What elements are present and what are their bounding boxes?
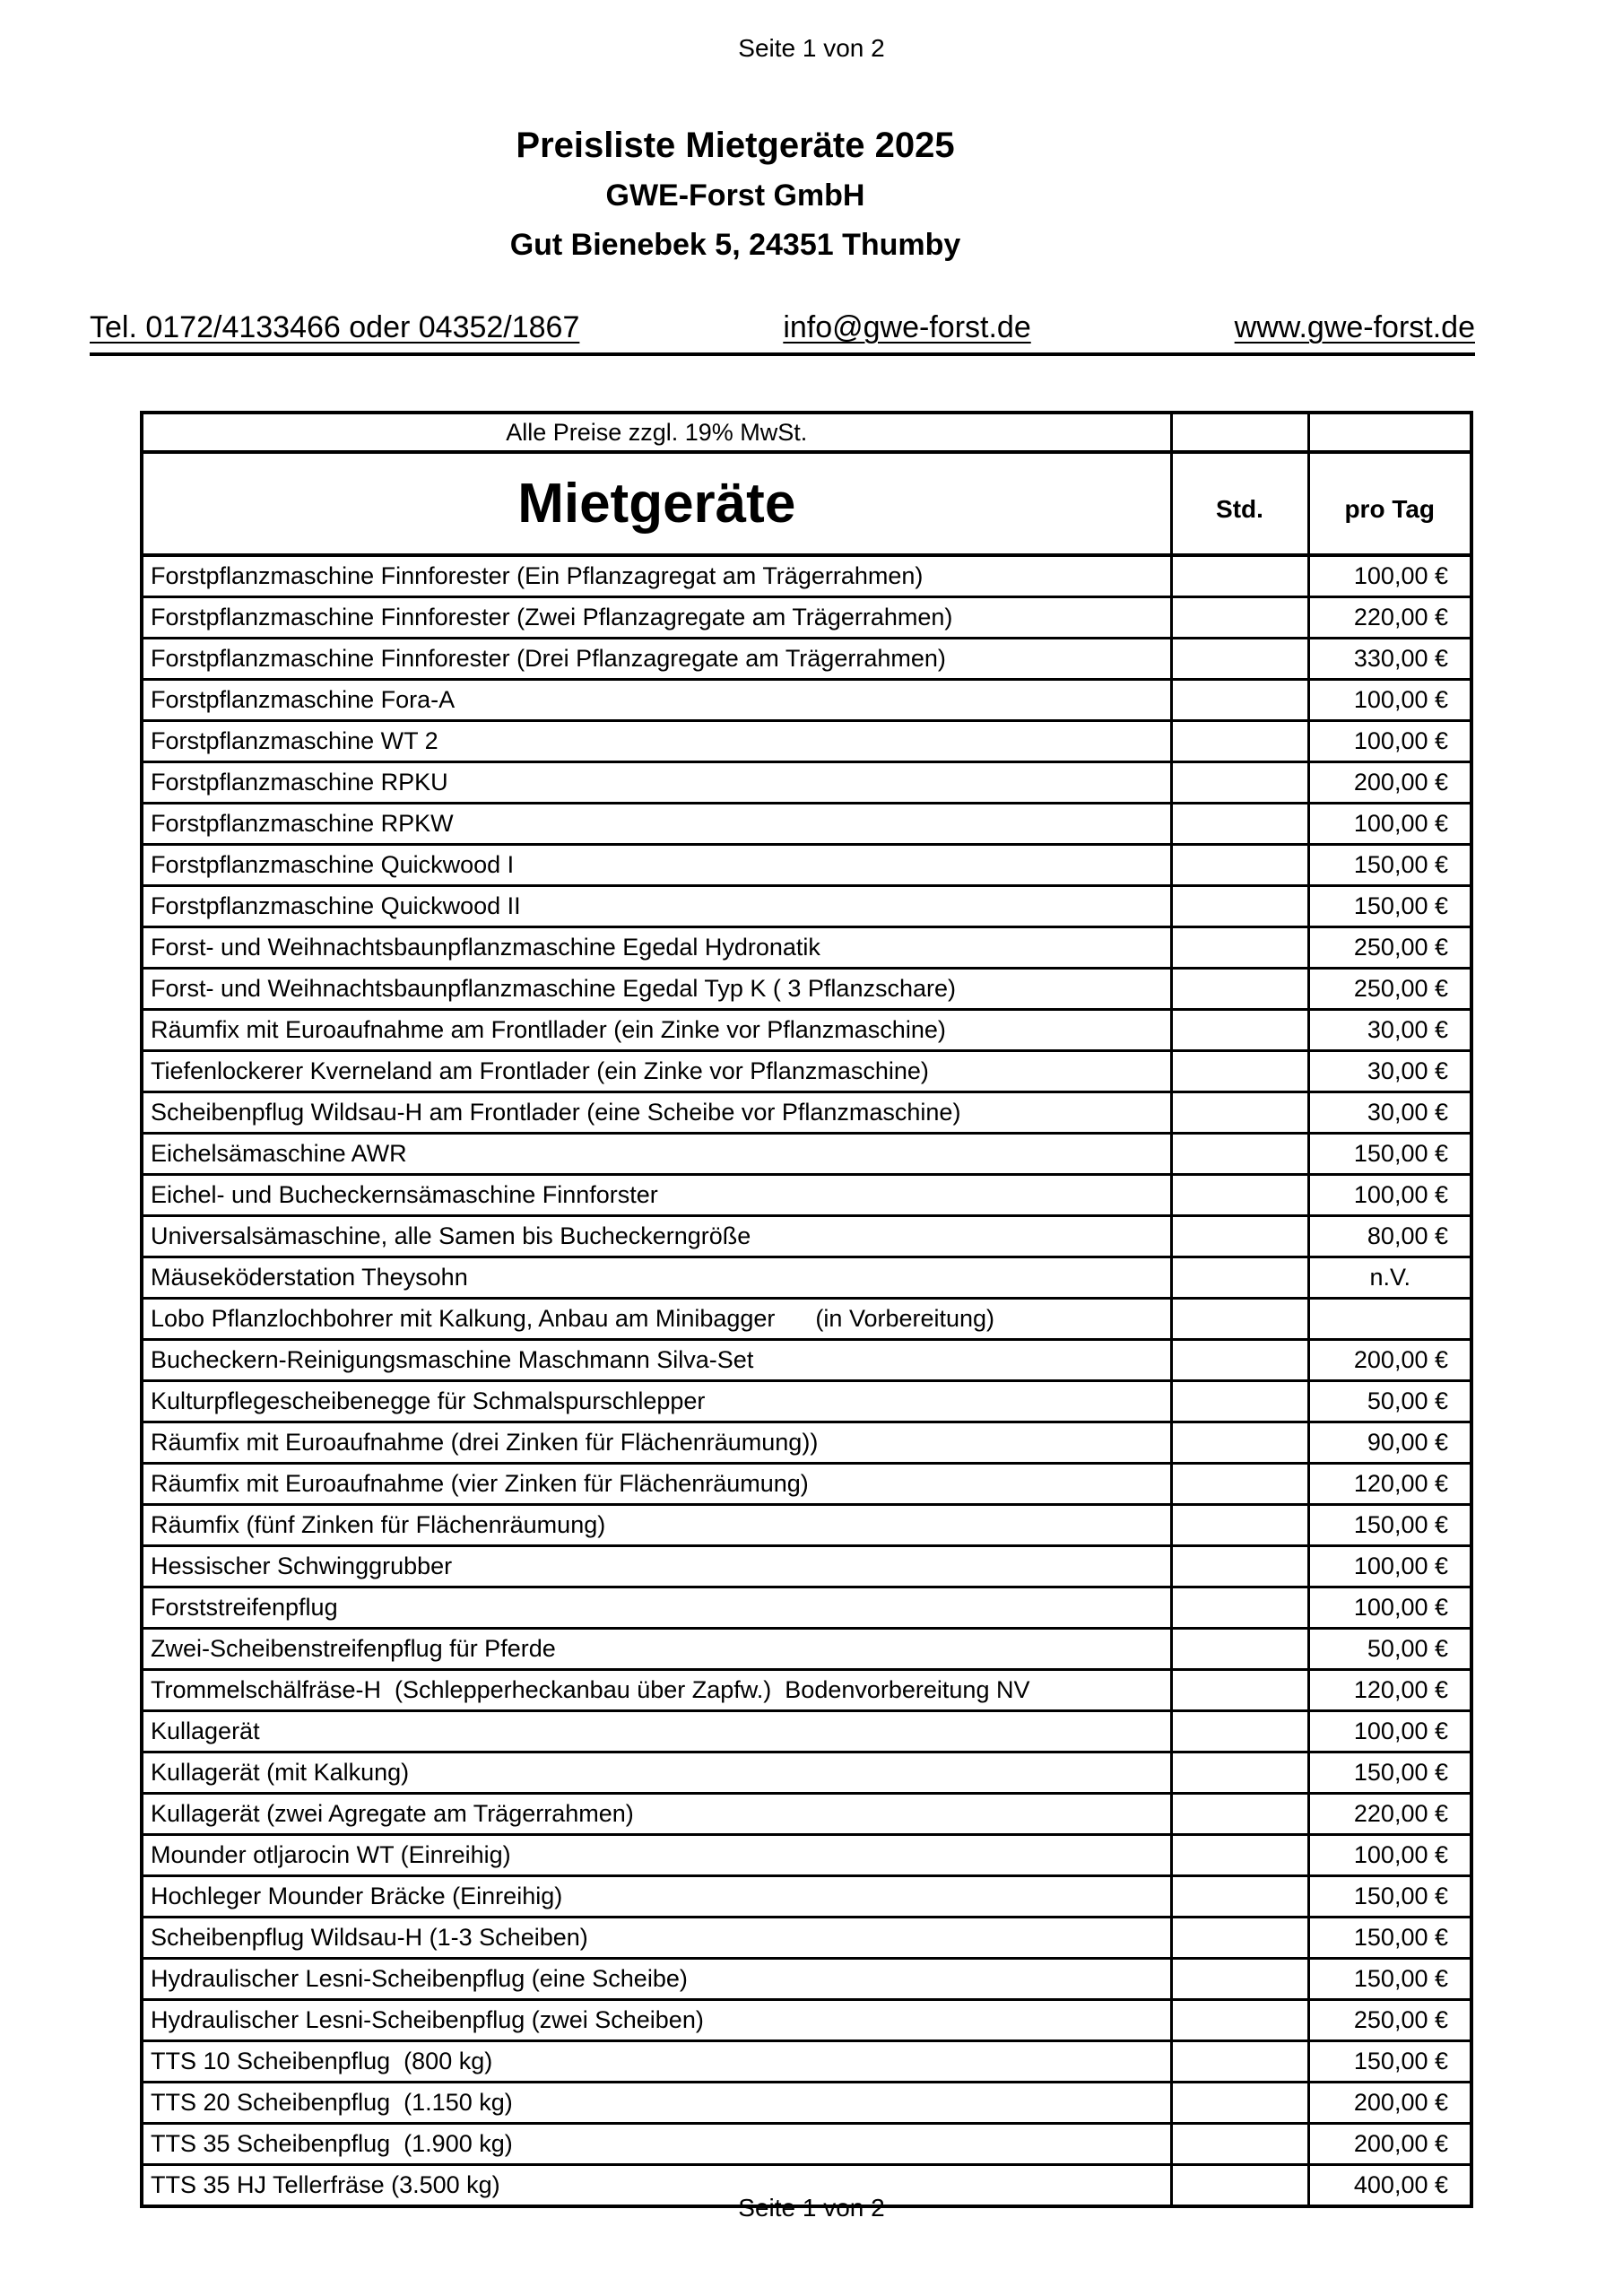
table-row: [142, 597, 1471, 639]
equipment-name-cell: TTS 20 Scheibenpflug (1.150 kg): [142, 2083, 1171, 2124]
std-price-cell: [1171, 597, 1308, 639]
std-price-cell: [1171, 2083, 1308, 2124]
price-per-day-cell: 150,00 €: [1308, 886, 1471, 927]
price-per-day-cell: 90,00 €: [1308, 1422, 1471, 1464]
price-per-day-cell: 150,00 €: [1308, 1505, 1471, 1546]
equipment-name-cell: Scheibenpflug Wildsau-H (1-3 Scheiben): [142, 1918, 1171, 1959]
std-price-cell: [1171, 1959, 1308, 2000]
table-row: [142, 1340, 1471, 1381]
std-price-cell: [1171, 762, 1308, 804]
table-row: [142, 2124, 1471, 2165]
price-per-day-cell: 150,00 €: [1308, 1959, 1471, 2000]
equipment-name-cell: Universalsämaschine, alle Samen bis Bucheckerngröße: [142, 1216, 1171, 1257]
equipment-name-cell: Forstpflanzmaschine Fora-A: [142, 680, 1171, 721]
document-header: [0, 127, 1471, 263]
website-link[interactable]: www.gwe-forst.de: [1234, 310, 1475, 344]
table-row: [142, 1257, 1471, 1299]
std-price-cell: [1171, 1216, 1308, 1257]
equipment-name-cell: Forstpflanzmaschine RPKU: [142, 762, 1171, 804]
table-row: [142, 804, 1471, 845]
equipment-name-cell: Kullagerät: [142, 1711, 1171, 1752]
std-price-cell: [1171, 1299, 1308, 1340]
std-price-cell: [1171, 1422, 1308, 1464]
price-per-day-cell: 80,00 €: [1308, 1216, 1471, 1257]
std-price-cell: [1171, 2041, 1308, 2083]
table-row: [142, 2041, 1471, 2083]
price-per-day-cell: 120,00 €: [1308, 1670, 1471, 1711]
table-row: [142, 1010, 1471, 1051]
equipment-name-cell: Mäuseköderstation Theysohn: [142, 1257, 1171, 1299]
equipment-name-cell: Räumfix mit Euroaufnahme (drei Zinken für Flächenräumung)): [142, 1422, 1171, 1464]
std-price-cell: [1171, 555, 1308, 597]
std-price-cell: [1171, 1381, 1308, 1422]
std-price-cell: [1171, 2000, 1308, 2041]
std-price-cell: [1171, 2124, 1308, 2165]
price-per-day-cell: 50,00 €: [1308, 1381, 1471, 1422]
price-per-day-cell: 250,00 €: [1308, 969, 1471, 1010]
equipment-name-cell: Räumfix mit Euroaufnahme am Frontllader (ein Zinke vor Pflanzmaschine): [142, 1010, 1171, 1051]
price-per-day-cell: 330,00 €: [1308, 639, 1471, 680]
table-title: Mietgeräte: [142, 452, 1171, 555]
table-row: [142, 1587, 1471, 1629]
equipment-name-cell: Forstpflanzmaschine Finnforester (Drei Pflanzagregate am Trägerrahmen): [142, 639, 1171, 680]
std-price-cell: [1171, 1794, 1308, 1835]
std-price-cell: [1171, 1051, 1308, 1092]
std-price-cell: [1171, 1546, 1308, 1587]
price-per-day-cell: 200,00 €: [1308, 1340, 1471, 1381]
equipment-name-cell: Forstpflanzmaschine WT 2: [142, 721, 1171, 762]
equipment-name-cell: Bucheckern-Reinigungsmaschine Maschmann Silva-Set: [142, 1340, 1171, 1381]
vat-note: Alle Preise zzgl. 19% MwSt.: [142, 413, 1171, 452]
price-per-day-cell: 150,00 €: [1308, 2041, 1471, 2083]
price-per-day-cell: 120,00 €: [1308, 1464, 1471, 1505]
std-price-cell: [1171, 1752, 1308, 1794]
std-price-cell: [1171, 886, 1308, 927]
table-row: [142, 1629, 1471, 1670]
price-per-day-cell: 200,00 €: [1308, 762, 1471, 804]
equipment-name-cell: Zwei-Scheibenstreifenpflug für Pferde: [142, 1629, 1171, 1670]
table-row: [142, 555, 1471, 597]
equipment-name-cell: Eichelsämaschine AWR: [142, 1134, 1171, 1175]
equipment-name-cell: Hydraulischer Lesni-Scheibenpflug (zwei Scheiben): [142, 2000, 1171, 2041]
table-row: [142, 680, 1471, 721]
table-row: [142, 1505, 1471, 1546]
table-row: [142, 1051, 1471, 1092]
equipment-name-cell: Räumfix (fünf Zinken für Flächenräumung): [142, 1505, 1171, 1546]
price-table: [140, 411, 1473, 2208]
price-per-day-cell: 150,00 €: [1308, 845, 1471, 886]
std-price-cell: [1171, 1835, 1308, 1876]
email-link[interactable]: info@gwe-forst.de: [783, 310, 1031, 344]
table-row: [142, 1175, 1471, 1216]
price-per-day-cell: 30,00 €: [1308, 1092, 1471, 1134]
std-price-cell: [1171, 927, 1308, 969]
table-row: [142, 1216, 1471, 1257]
equipment-name-cell: Trommelschälfräse-H (Schlepperheckanbau über Zapfw.) Bodenvorbereitung NV: [142, 1670, 1171, 1711]
std-price-cell: [1171, 639, 1308, 680]
table-row: [142, 2083, 1471, 2124]
vat-note-row: [142, 413, 1471, 452]
std-price-cell: [1171, 680, 1308, 721]
price-per-day-cell: 100,00 €: [1308, 721, 1471, 762]
equipment-name-cell: Forst- und Weihnachtsbaunpflanzmaschine Egedal Typ K ( 3 Pflanzschare): [142, 969, 1171, 1010]
std-price-cell: [1171, 1918, 1308, 1959]
table-row: [142, 1546, 1471, 1587]
equipment-name-cell: Hessischer Schwinggrubber: [142, 1546, 1171, 1587]
price-per-day-cell: 150,00 €: [1308, 1134, 1471, 1175]
equipment-name-cell: Forstpflanzmaschine Finnforester (Zwei Pflanzagregate am Trägerrahmen): [142, 597, 1171, 639]
price-per-day-cell: 150,00 €: [1308, 1752, 1471, 1794]
table-row: [142, 639, 1471, 680]
price-per-day-cell: 250,00 €: [1308, 2000, 1471, 2041]
std-price-cell: [1171, 1587, 1308, 1629]
price-per-day-cell: [1308, 1299, 1471, 1340]
table-row: [142, 969, 1471, 1010]
std-price-cell: [1171, 1340, 1308, 1381]
table-row: [142, 762, 1471, 804]
price-per-day-cell: 220,00 €: [1308, 597, 1471, 639]
table-row: [142, 927, 1471, 969]
equipment-name-cell: TTS 35 Scheibenpflug (1.900 kg): [142, 2124, 1171, 2165]
std-price-cell: [1171, 1175, 1308, 1216]
equipment-name-cell: Eichel- und Bucheckernsämaschine Finnforster: [142, 1175, 1171, 1216]
std-price-cell: [1171, 1629, 1308, 1670]
equipment-name-cell: Hydraulischer Lesni-Scheibenpflug (eine Scheibe): [142, 1959, 1171, 2000]
equipment-name-cell: TTS 10 Scheibenpflug (800 kg): [142, 2041, 1171, 2083]
table-row: [142, 1464, 1471, 1505]
equipment-name-cell: Scheibenpflug Wildsau-H am Frontlader (eine Scheibe vor Pflanzmaschine): [142, 1092, 1171, 1134]
price-per-day-cell: 400,00 €: [1308, 2165, 1471, 2207]
std-price-cell: [1171, 1134, 1308, 1175]
table-row: [142, 1959, 1471, 2000]
equipment-name-cell: Forstpflanzmaschine RPKW: [142, 804, 1171, 845]
price-per-day-cell: 100,00 €: [1308, 1587, 1471, 1629]
equipment-name-cell: Forstpflanzmaschine Finnforester (Ein Pflanzagregat am Trägerrahmen): [142, 555, 1171, 597]
equipment-name-cell: Forst- und Weihnachtsbaunpflanzmaschine Egedal Hydronatik: [142, 927, 1171, 969]
table-row: [142, 1794, 1471, 1835]
table-row: [142, 1092, 1471, 1134]
table-row: [142, 721, 1471, 762]
document-title: Preisliste Mietgeräte 2025: [516, 126, 955, 165]
price-per-day-cell: 150,00 €: [1308, 1876, 1471, 1918]
price-per-day-cell: 50,00 €: [1308, 1629, 1471, 1670]
std-price-cell: [1171, 1257, 1308, 1299]
std-price-cell: [1171, 1670, 1308, 1711]
company-address: Gut Bienebek 5, 24351 Thumby: [509, 228, 961, 262]
price-per-day-cell: n.V.: [1308, 1257, 1471, 1299]
table-row: [142, 1752, 1471, 1794]
price-per-day-cell: 100,00 €: [1308, 1546, 1471, 1587]
equipment-name-cell: Hochleger Mounder Bräcke (Einreihig): [142, 1876, 1171, 1918]
std-price-cell: [1171, 845, 1308, 886]
column-header-pro-tag: pro Tag: [1308, 452, 1471, 555]
price-per-day-cell: 30,00 €: [1308, 1010, 1471, 1051]
equipment-name-cell: Forstpflanzmaschine Quickwood II: [142, 886, 1171, 927]
price-per-day-cell: 100,00 €: [1308, 1175, 1471, 1216]
equipment-name-cell: Forststreifenpflug: [142, 1587, 1171, 1629]
std-price-cell: [1171, 969, 1308, 1010]
std-price-cell: [1171, 1010, 1308, 1051]
empty-price-cell: [1308, 413, 1471, 452]
price-per-day-cell: 100,00 €: [1308, 680, 1471, 721]
table-row: [142, 1918, 1471, 1959]
table-row: [142, 1835, 1471, 1876]
page-indicator-bottom: Seite 1 von 2: [738, 2194, 885, 2222]
price-per-day-cell: 100,00 €: [1308, 1835, 1471, 1876]
equipment-name-cell: Lobo Pflanzlochbohrer mit Kalkung, Anbau am Minibagger (in Vorbereitung): [142, 1299, 1171, 1340]
price-per-day-cell: 250,00 €: [1308, 927, 1471, 969]
table-row: [142, 1876, 1471, 1918]
equipment-name-cell: Kulturpflegescheibenegge für Schmalspurschlepper: [142, 1381, 1171, 1422]
table-row: [142, 1711, 1471, 1752]
price-per-day-cell: 30,00 €: [1308, 1051, 1471, 1092]
price-per-day-cell: 200,00 €: [1308, 2124, 1471, 2165]
empty-std-cell: [1171, 413, 1308, 452]
price-per-day-cell: 100,00 €: [1308, 555, 1471, 597]
price-per-day-cell: 100,00 €: [1308, 1711, 1471, 1752]
price-per-day-cell: 220,00 €: [1308, 1794, 1471, 1835]
table-row: [142, 1670, 1471, 1711]
equipment-name-cell: Kullagerät (mit Kalkung): [142, 1752, 1171, 1794]
table-row: [142, 1134, 1471, 1175]
std-price-cell: [1171, 1711, 1308, 1752]
column-header-std: Std.: [1171, 452, 1308, 555]
table-header-row: [142, 452, 1471, 555]
contact-line: [90, 310, 1475, 356]
table-row: [142, 845, 1471, 886]
table-row: [142, 1381, 1471, 1422]
equipment-name-cell: Räumfix mit Euroaufnahme (vier Zinken für Flächenräumung): [142, 1464, 1171, 1505]
price-per-day-cell: 150,00 €: [1308, 1918, 1471, 1959]
equipment-name-cell: Forstpflanzmaschine Quickwood I: [142, 845, 1171, 886]
equipment-name-cell: TTS 35 HJ Tellerfräse (3.500 kg): [142, 2165, 1171, 2207]
table-row: [142, 2000, 1471, 2041]
std-price-cell: [1171, 804, 1308, 845]
std-price-cell: [1171, 1464, 1308, 1505]
page-indicator-top: Seite 1 von 2: [738, 34, 885, 62]
price-per-day-cell: 200,00 €: [1308, 2083, 1471, 2124]
equipment-name-cell: Tiefenlockerer Kverneland am Frontlader (ein Zinke vor Pflanzmaschine): [142, 1051, 1171, 1092]
std-price-cell: [1171, 1505, 1308, 1546]
table-row: [142, 1299, 1471, 1340]
std-price-cell: [1171, 1092, 1308, 1134]
table-row: [142, 1422, 1471, 1464]
equipment-name-cell: Mounder otljarocin WT (Einreihig): [142, 1835, 1171, 1876]
company-name: GWE-Forst GmbH: [605, 178, 865, 213]
phone-numbers: Tel. 0172/4133466 oder 04352/1867: [90, 310, 580, 344]
price-per-day-cell: 100,00 €: [1308, 804, 1471, 845]
table-row: [142, 886, 1471, 927]
equipment-name-cell: Kullagerät (zwei Agregate am Trägerrahmen): [142, 1794, 1171, 1835]
std-price-cell: [1171, 721, 1308, 762]
std-price-cell: [1171, 1876, 1308, 1918]
